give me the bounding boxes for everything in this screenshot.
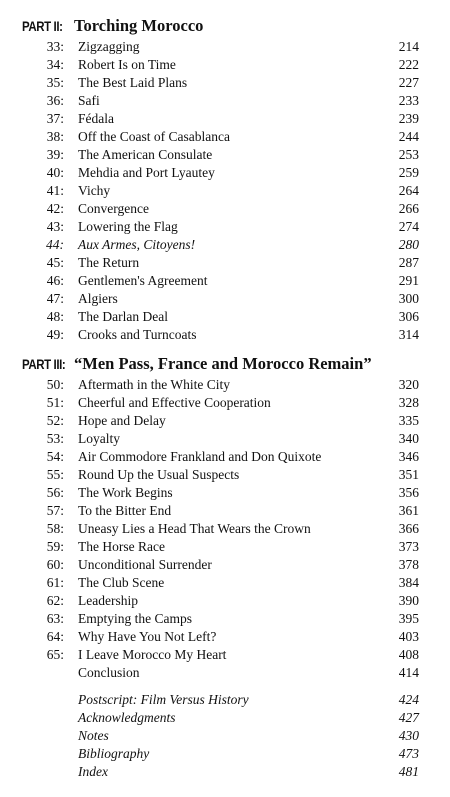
page-number: 424 (398, 692, 419, 707)
toc-entry (0, 556, 450, 574)
chapter-number: 56: (46, 485, 64, 500)
toc-entry (0, 610, 450, 628)
page-number: 378 (398, 557, 419, 572)
chapter-title: Safi (78, 93, 100, 108)
page-number: 253 (398, 147, 419, 162)
toc-entry (0, 646, 450, 664)
chapter-number: 39: (46, 147, 64, 162)
page-number: 414 (398, 665, 419, 680)
chapter-number: 52: (46, 413, 64, 428)
chapter-title: Aftermath in the White City (78, 377, 230, 392)
page-number: 403 (398, 629, 419, 644)
chapter-title: Off the Coast of Casablanca (78, 129, 230, 144)
chapter-title: Cheerful and Effective Cooperation (78, 395, 271, 410)
chapter-title: Zigzagging (78, 39, 140, 54)
page-number: 351 (398, 467, 419, 482)
toc-entry (0, 664, 450, 682)
chapter-number: 58: (46, 521, 64, 536)
chapter-number: 43: (46, 219, 64, 234)
page-number: 264 (398, 183, 419, 198)
page-number: 328 (398, 395, 419, 410)
toc-entry (0, 218, 450, 236)
chapter-title: The Work Begins (78, 485, 173, 500)
toc-entry (0, 272, 450, 290)
chapter-title: Lowering the Flag (78, 219, 178, 234)
toc-entry (0, 466, 450, 484)
chapter-title: Emptying the Camps (78, 611, 192, 626)
back-matter-entry (0, 709, 450, 727)
chapter-title: Conclusion (78, 665, 140, 680)
page-number: 361 (398, 503, 419, 518)
toc-entry (0, 290, 450, 308)
page-number: 222 (398, 57, 419, 72)
page-number: 227 (398, 75, 419, 90)
chapter-title: Mehdia and Port Lyautey (78, 165, 215, 180)
part-header (22, 16, 203, 38)
chapter-title: Vichy (78, 183, 111, 198)
chapter-title: Leadership (78, 593, 138, 608)
chapter-number: 48: (46, 309, 64, 324)
chapter-number: 54: (46, 449, 64, 464)
toc-entry (0, 164, 450, 182)
chapter-title: Hope and Delay (78, 413, 166, 428)
page-number: 259 (398, 165, 419, 180)
back-matter-entry (0, 727, 450, 745)
toc-entry (0, 484, 450, 502)
page-number: 427 (398, 710, 419, 725)
part-title: Torching Morocco (74, 16, 204, 35)
back-matter-title: Postscript: Film Versus History (78, 692, 249, 707)
back-matter-title: Notes (78, 728, 109, 743)
chapter-number: 44: (46, 237, 64, 252)
toc-entry (0, 128, 450, 146)
page-number: 430 (398, 728, 419, 743)
chapter-number: 34: (46, 57, 64, 72)
page-number: 274 (398, 219, 419, 234)
toc-entry (0, 592, 450, 610)
chapter-number: 38: (46, 129, 64, 144)
page-number: 233 (398, 93, 419, 108)
part-title: “Men Pass, France and Morocco Remain” (74, 354, 372, 373)
part-header (22, 354, 372, 376)
chapter-number: 55: (46, 467, 64, 482)
page-number: 280 (398, 237, 419, 252)
chapter-title: The Best Laid Plans (78, 75, 188, 90)
chapter-title: Gentlemen's Agreement (78, 273, 208, 288)
part-label: PART III: (22, 356, 66, 372)
page-number: 481 (398, 764, 419, 779)
chapter-number: 51: (46, 395, 64, 410)
page-number: 320 (398, 377, 419, 392)
chapter-title: Uneasy Lies a Head That Wears the Crown (78, 521, 311, 536)
chapter-number: 62: (46, 593, 64, 608)
chapter-title: Fédala (78, 111, 114, 126)
page-number: 395 (398, 611, 419, 626)
chapter-number: 59: (46, 539, 64, 554)
page-number: 340 (398, 431, 419, 446)
chapter-number: 57: (46, 503, 64, 518)
toc-entry (0, 182, 450, 200)
chapter-title: The Club Scene (78, 575, 165, 590)
chapter-title: The American Consulate (78, 147, 213, 162)
chapter-number: 65: (46, 647, 64, 662)
chapter-title: Round Up the Usual Suspects (78, 467, 240, 482)
chapter-title: The Horse Race (78, 539, 165, 554)
back-matter-title: Bibliography (78, 746, 150, 761)
toc-entry (0, 56, 450, 74)
page-number: 366 (398, 521, 419, 536)
chapter-number: 64: (46, 629, 64, 644)
toc-entry (0, 412, 450, 430)
chapter-title: The Darlan Deal (78, 309, 168, 324)
chapter-title: Algiers (78, 291, 118, 306)
toc-entry (0, 502, 450, 520)
chapter-title: Loyalty (78, 431, 120, 446)
chapter-title: Convergence (78, 201, 149, 216)
chapter-number: 37: (46, 111, 64, 126)
page-number: 287 (398, 255, 419, 270)
chapter-title: I Leave Morocco My Heart (78, 647, 227, 662)
toc-entry (0, 448, 450, 466)
chapter-number: 63: (46, 611, 64, 626)
page-number: 335 (398, 413, 419, 428)
back-matter-title: Acknowledgments (78, 710, 176, 725)
chapter-number: 42: (46, 201, 64, 216)
chapter-number: 33: (46, 39, 64, 54)
chapter-title: Unconditional Surrender (78, 557, 212, 572)
toc-entry (0, 430, 450, 448)
chapter-number: 47: (46, 291, 64, 306)
toc-entry (0, 520, 450, 538)
part-label: PART II: (22, 18, 63, 34)
chapter-title: Robert Is on Time (78, 57, 176, 72)
toc-entry (0, 254, 450, 272)
chapter-title: Why Have You Not Left? (78, 629, 217, 644)
toc-entry (0, 236, 450, 254)
toc-entry (0, 326, 450, 344)
chapter-number: 49: (46, 327, 64, 342)
chapter-number: 46: (46, 273, 64, 288)
page-number: 408 (398, 647, 419, 662)
page-number: 291 (398, 273, 419, 288)
toc-entry (0, 146, 450, 164)
toc-entry (0, 200, 450, 218)
page-number: 356 (398, 485, 419, 500)
toc-entry (0, 628, 450, 646)
page-number: 384 (398, 575, 419, 590)
page-number: 390 (398, 593, 419, 608)
toc-entry (0, 38, 450, 56)
page-number: 306 (398, 309, 419, 324)
page-number: 266 (398, 201, 419, 216)
back-matter-entry (0, 745, 450, 763)
toc-entry (0, 74, 450, 92)
chapter-title: Crooks and Turncoats (78, 327, 197, 342)
chapter-number: 50: (46, 377, 64, 392)
toc-entry (0, 394, 450, 412)
chapter-title: To the Bitter End (78, 503, 172, 518)
chapter-number: 53: (46, 431, 64, 446)
page-number: 244 (398, 129, 419, 144)
page-number: 300 (398, 291, 419, 306)
toc-entry (0, 376, 450, 394)
chapter-number: 45: (46, 255, 64, 270)
back-matter-entry (0, 691, 450, 709)
toc-entry (0, 538, 450, 556)
page-number: 314 (398, 327, 419, 342)
toc-entry (0, 92, 450, 110)
toc-entry (0, 574, 450, 592)
toc-entry (0, 110, 450, 128)
back-matter-title: Index (78, 764, 108, 779)
chapter-title: Aux Armes, Citoyens! (78, 237, 196, 252)
chapter-number: 60: (46, 557, 64, 572)
chapter-number: 36: (46, 93, 64, 108)
page-number: 373 (398, 539, 419, 554)
back-matter-entry (0, 763, 450, 781)
chapter-title: Air Commodore Frankland and Don Quixote (78, 449, 322, 464)
page-number: 214 (398, 39, 419, 54)
toc-entry (0, 308, 450, 326)
page-number: 239 (398, 111, 419, 126)
chapter-number: 61: (46, 575, 64, 590)
page-number: 473 (398, 746, 419, 761)
chapter-number: 41: (46, 183, 64, 198)
chapter-number: 35: (46, 75, 64, 90)
page-number: 346 (398, 449, 419, 464)
chapter-number: 40: (46, 165, 64, 180)
chapter-title: The Return (78, 255, 140, 270)
